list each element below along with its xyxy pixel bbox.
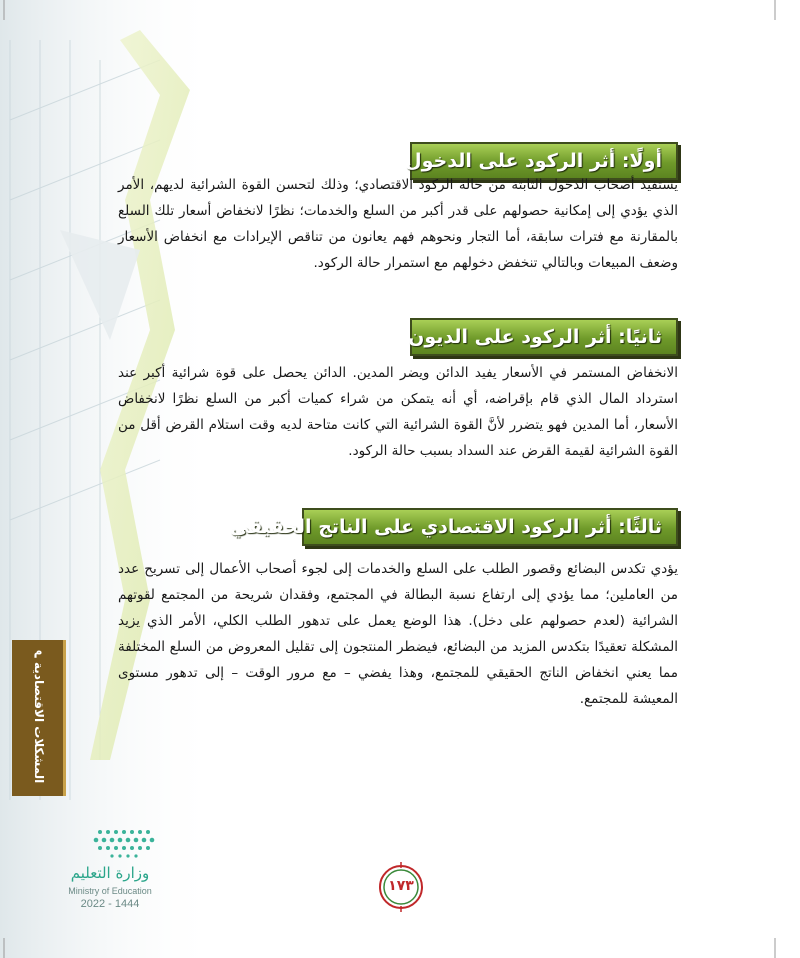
section-body-income: يستفيد أصحاب الدخول الثابتة من حالة الركود الاقتصادي؛ وذلك لتحسن القوة الشرائية لديهم، الأمر الذي يؤدي إلى إمكانية حصولهم على قدر أكبر من السلع والخدمات؛ نظرًا لانخفاض أسعار تلك السلع بالمقارنة مع فترات سابقة، أما التجار ونحوهم فهم يعانون من تناقص الإيرادات مع انخفاض الأسعار وضعف المبيعات وبالتالي تنخفض دخولهم مع استمرار حالة الركود. <box>118 177 678 271</box>
section-title-debts: ثانيًا: أثر الركود على الديون <box>410 318 678 356</box>
chapter-side-mark: م <box>33 644 43 658</box>
ministry-name-arabic: وزارة التعليم <box>70 864 150 882</box>
chapter-side-label: المشكلات الاقتصادية <box>32 662 46 784</box>
section-title-income: أولًا: أثر الركود على الدخول <box>410 142 678 180</box>
section-body-real-output: يؤدي تكدس البضائع وقصور الطلب على السلع والخدمات إلى لجوء أصحاب الأعمال إلى تسريح عدد من العاملين؛ مما يؤدي إلى ارتفاع نسبة البطالة في المجتمع، وفقدان شريحة من المجتمع لقوتهم الشرائية (لعدم حصولهم على دخل). هذا الوضع يعمل على تدهور الطلب الكلي، الأمر الذي يزيد المشكلة تعقيدًا بتكدس المزيد من البضائع، فيضطر المنتجون إلى تقليل المعروض من السلع المختلفة مما يعني انخفاض الناتج الحقيقي للمجتمع، وهذا يفضي – مع مرور الوقت – إلى تدهور مستوى المعيشة للمجتمع. <box>118 561 678 707</box>
section-title-real-output: ثالثًا: أثر الركود الاقتصادي على الناتج الحقيقي <box>302 508 678 546</box>
ministry-year: 2022 - 1444 <box>80 898 140 910</box>
ministry-logo-icon <box>60 826 190 862</box>
page-number: ١٧٣ <box>388 878 414 894</box>
section-body-debts: الانخفاض المستمر في الأسعار يفيد الدائن ويضر المدين. الدائن يحصل على قوة شرائية أكبر عند استرداد المال الذي قام بإقراضه، أي أنه يتمكن من شراء كميات أكبر من السلع نظرًا لانخفاض الأسعار، أما المدين فهو يتضرر لأنَّ القوة الشرائية التي كانت متاحة لديه وقت استلام القرض أقل من القوة الشرائية لقيمة القرض عند السداد بسبب حالة الركود. <box>118 365 678 459</box>
ministry-name-english: Ministry of Education <box>68 886 152 896</box>
